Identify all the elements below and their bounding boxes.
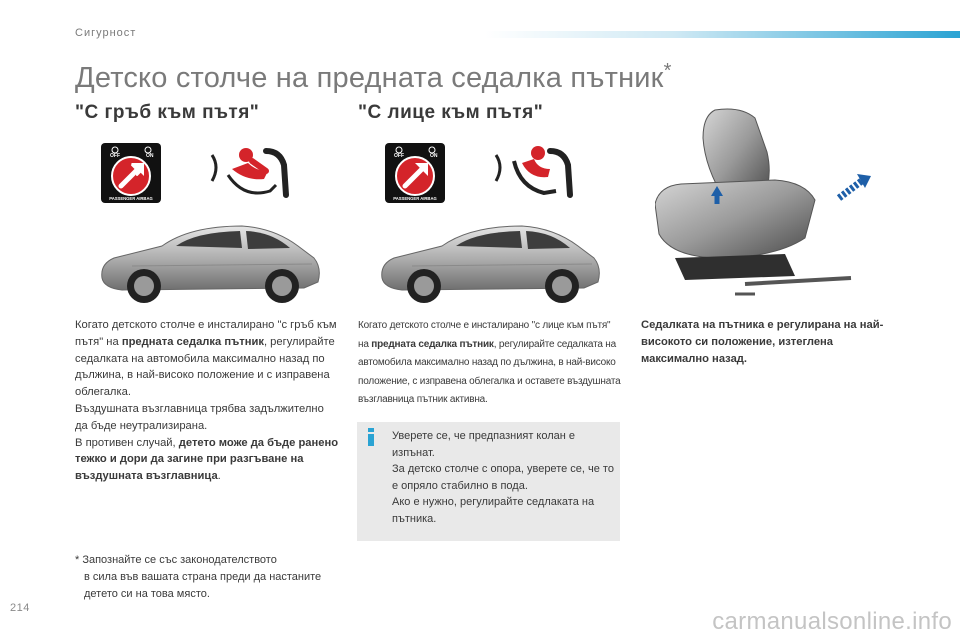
page-number: 214	[10, 602, 30, 614]
airbag-active-warning-icon	[385, 143, 445, 203]
airbag-off-label: OFF	[110, 153, 120, 159]
forward-facing-p1: Когато детското столче е инсталирано "с лице към пътя" на	[358, 320, 611, 350]
forward-facing-p1-end: , регулирайте седалката на автомобила максимално назад по дължина, в най-високо положение, с изправена облегалка и оставете въздушната възглавница пътник активна.	[358, 338, 621, 406]
forward-facing-child-seat-icon	[490, 141, 590, 209]
airbag-on-label-2: ON	[430, 153, 438, 159]
rear-facing-p3: В противен случай,	[75, 436, 179, 449]
page-title	[75, 62, 672, 95]
airbag-arc-label-2: PASSENGER AIRBAG	[393, 196, 437, 201]
info-line-2: За детско столче с опора, уверете се, че то е опряло стабилно в пода.	[392, 463, 614, 492]
info-line-3: Ако е нужно, регулирайте седлаката на пътника.	[392, 496, 595, 525]
forward-facing-heading: "С лице към пътя"	[358, 102, 544, 123]
rear-facing-p1-bold: предната седалка пътник	[121, 335, 264, 348]
title-asterisk: *	[663, 60, 672, 82]
rear-facing-p2: Въздушната възглавница трябва задължително да бъде неутрализирана.	[75, 402, 324, 432]
forward-facing-p1-bold: предната седалка пътник	[371, 338, 494, 350]
footnote-line-1: Запознайте се със законодателството	[82, 554, 277, 566]
rear-facing-p3-bold: детето може да бъде ранено тежко и дори да загине при разгъване на въздушната възглавница	[75, 436, 339, 483]
rear-facing-child-seat-icon	[206, 141, 306, 209]
section-label: Сигурност	[75, 27, 137, 39]
rear-facing-p1: Когато детското столче е инсталирано "с гръб към пътя" на	[75, 319, 337, 348]
info-line-1: Уверете се, че предпазният колан е изпънат.	[392, 430, 576, 459]
airbag-arc-label: PASSENGER AIRBAG	[109, 196, 153, 201]
footnote-line-2: в сила във вашата страна преди да настаните детето си на това място.	[84, 570, 322, 600]
info-icon	[365, 428, 377, 446]
airbag-on-label: ON	[146, 153, 154, 159]
forward-facing-paragraph	[358, 317, 622, 410]
rear-facing-paragraph	[75, 317, 339, 485]
car-illustration-right	[372, 216, 606, 308]
rear-facing-heading: "С гръб към пътя"	[75, 102, 260, 123]
footnote-mark: *	[75, 554, 80, 566]
rear-facing-p1-end: , регулирайте седалката на автомобила максимално назад по дължина, в най-високо положение и с изправена облегалка.	[75, 335, 335, 399]
seat-position-note: Седалката на пътника е регулирана на най-високото си положение, изтеглена максимално назад.	[641, 319, 884, 365]
page-title-text: Детско столче на предната седалка пътник	[75, 62, 664, 94]
header-accent-bar	[485, 31, 960, 38]
airbag-off-warning-icon	[101, 143, 161, 203]
airbag-off-label-2: OFF	[394, 153, 404, 159]
rear-facing-p3-end: .	[217, 470, 221, 483]
info-text	[392, 428, 614, 528]
passenger-seat-illustration	[655, 108, 877, 303]
watermark: carmanualsonline.info	[712, 608, 952, 635]
car-illustration-left	[92, 216, 326, 308]
footnote	[75, 552, 345, 602]
